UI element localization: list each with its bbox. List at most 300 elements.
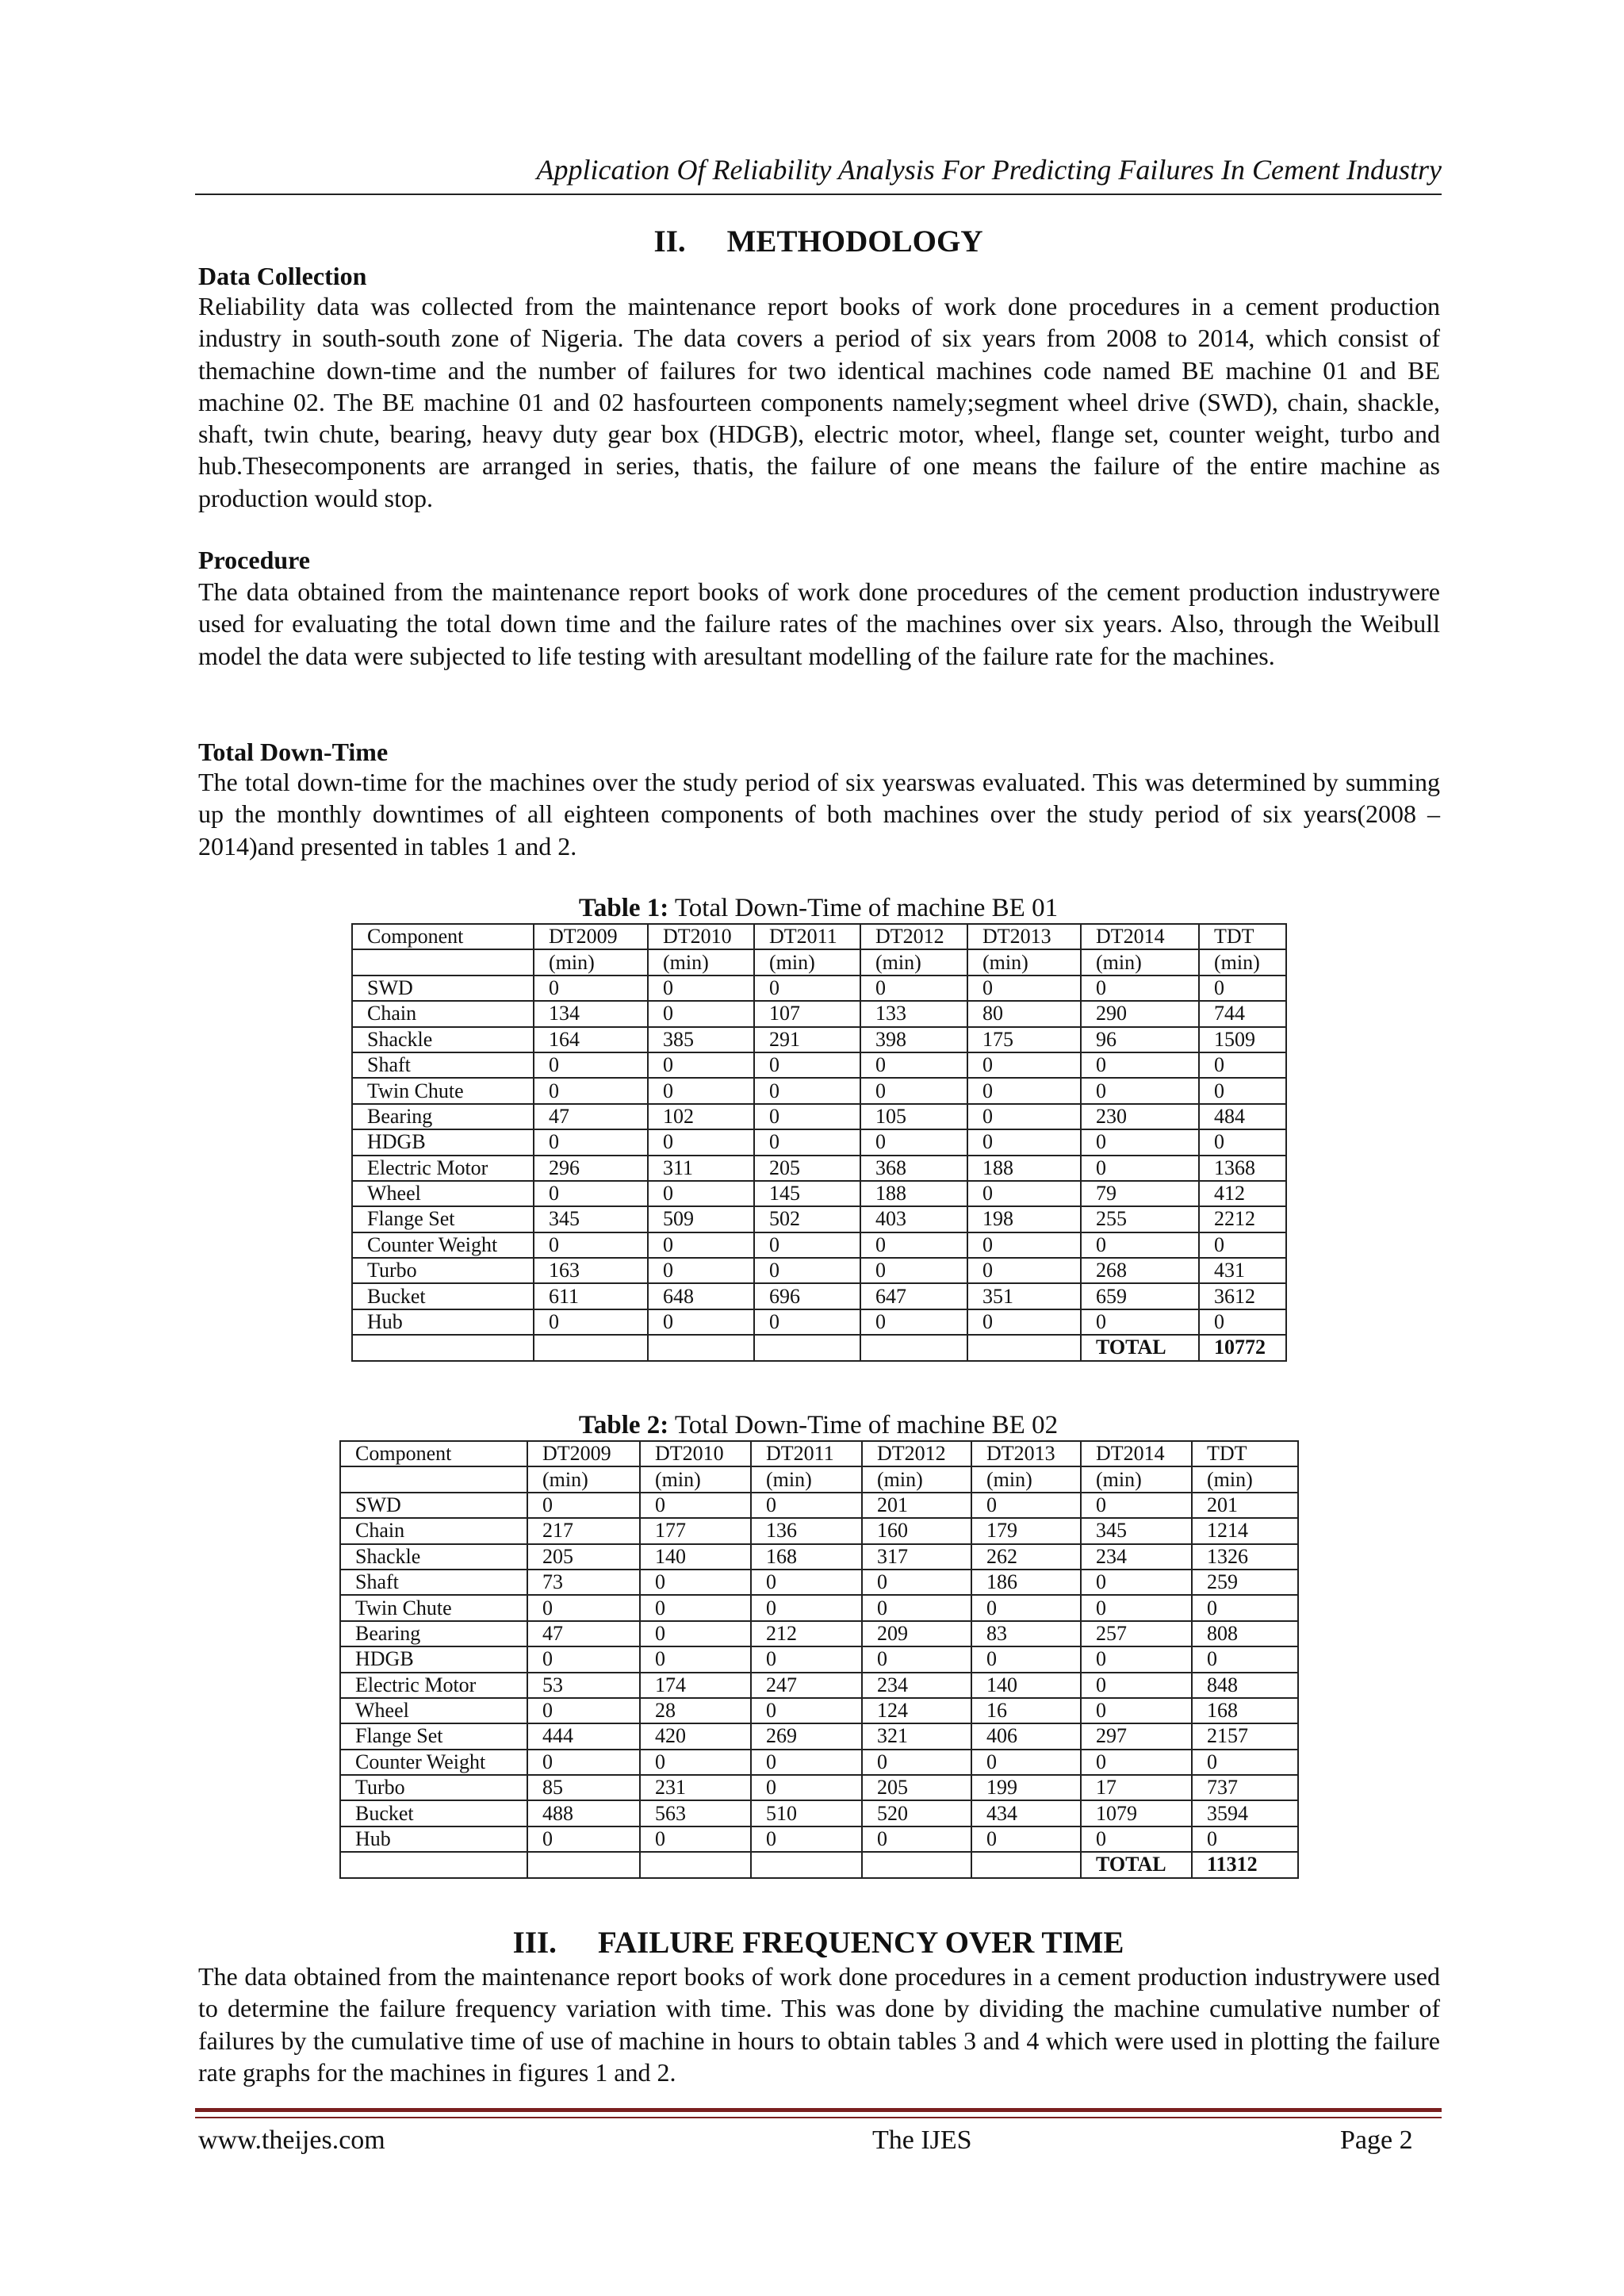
table-cell: 0	[967, 1104, 1081, 1129]
table-cell: 0	[1081, 1826, 1192, 1852]
table-cell: 0	[860, 1232, 967, 1258]
table-cell: 0	[1081, 1052, 1199, 1078]
table-cell: 0	[862, 1750, 971, 1775]
table-cell: Wheel	[340, 1698, 527, 1723]
table-cell: TOTAL	[1081, 1335, 1199, 1360]
table-cell: 0	[1192, 1646, 1298, 1672]
table-cell: 1214	[1192, 1518, 1298, 1543]
table-cell: 297	[1081, 1723, 1192, 1749]
table-cell: 255	[1081, 1206, 1199, 1232]
table-row	[352, 1283, 1286, 1309]
table-cell: 0	[754, 1232, 860, 1258]
table-cell: 0	[1081, 1570, 1192, 1595]
table-cell: 0	[648, 1181, 754, 1206]
table-row	[340, 1570, 1298, 1595]
section-number: III.	[512, 1926, 557, 1960]
table-cell: Bucket	[352, 1283, 534, 1309]
table-row	[340, 1750, 1298, 1775]
table-cell: 0	[967, 1309, 1081, 1335]
table-cell: Turbo	[352, 1258, 534, 1283]
table-cell: 0	[1081, 1673, 1192, 1698]
table-cell: (min)	[648, 949, 754, 975]
table-row	[352, 1181, 1286, 1206]
table-cell: 0	[971, 1750, 1081, 1775]
table-cell: Twin Chute	[352, 1078, 534, 1103]
table-cell: DT2010	[640, 1441, 751, 1466]
table-row	[340, 1673, 1298, 1698]
table-cell: 431	[1199, 1258, 1286, 1283]
table-cell: 0	[971, 1493, 1081, 1518]
table-cell: 0	[1199, 1078, 1286, 1103]
table-cell: 0	[754, 1078, 860, 1103]
table-cell: (min)	[971, 1466, 1081, 1492]
table-cell: SWD	[340, 1493, 527, 1518]
table-cell: DT2014	[1081, 924, 1199, 949]
table-cell: (min)	[751, 1466, 862, 1492]
table-cell: HDGB	[352, 1129, 534, 1155]
table-row	[340, 1826, 1298, 1852]
table-cell: 368	[860, 1156, 967, 1181]
table-cell: 0	[527, 1646, 640, 1672]
table-cell: 0	[754, 1104, 860, 1129]
table-cell: 0	[640, 1595, 751, 1620]
table-cell: (min)	[967, 949, 1081, 975]
table-cell: 199	[971, 1775, 1081, 1800]
table-cell: 1368	[1199, 1156, 1286, 1181]
table-cell: 0	[751, 1750, 862, 1775]
table-cell: 0	[1081, 1129, 1199, 1155]
table-cell: 2157	[1192, 1723, 1298, 1749]
table-cell: 0	[648, 976, 754, 1001]
table-row	[340, 1544, 1298, 1570]
table-cell: DT2012	[862, 1441, 971, 1466]
table-cell: 659	[1081, 1283, 1199, 1309]
table-cell: Counter Weight	[340, 1750, 527, 1775]
table-cell: (min)	[862, 1466, 971, 1492]
table-cell: (min)	[534, 949, 648, 975]
table-cell: 0	[640, 1646, 751, 1672]
table-cell: 188	[860, 1181, 967, 1206]
table-cell: 0	[1081, 1156, 1199, 1181]
table2-caption-text: Total Down-Time of machine BE 02	[668, 1411, 1059, 1439]
table-units-row	[340, 1466, 1298, 1492]
table-cell: Electric Motor	[340, 1673, 527, 1698]
paragraph-total-downtime: The total down-time for the machines over the study period of six yearswas evaluated. This was determined by summing up the monthly downtimes of all eighteen components of both machines over the study period of six years(2008 – 2014)and presented in tables 1 and 2.	[198, 768, 1440, 861]
table-cell: 105	[860, 1104, 967, 1129]
table-cell: 0	[967, 1078, 1081, 1103]
table-cell: 648	[648, 1283, 754, 1309]
table-cell: Component	[340, 1441, 527, 1466]
table-row	[352, 1309, 1286, 1335]
table-cell: 234	[1081, 1544, 1192, 1570]
table-cell: 0	[862, 1646, 971, 1672]
table-cell: 160	[862, 1518, 971, 1543]
table-cell: 205	[862, 1775, 971, 1800]
table-cell: 102	[648, 1104, 754, 1129]
table-cell: 0	[1081, 1646, 1192, 1672]
table-header-row	[340, 1441, 1298, 1466]
table-cell: 0	[1199, 1232, 1286, 1258]
table-cell: Flange Set	[352, 1206, 534, 1232]
table-cell: 403	[860, 1206, 967, 1232]
footer-website: www.theijes.com	[198, 2125, 385, 2155]
table-cell: 0	[534, 1129, 648, 1155]
table-cell: 198	[967, 1206, 1081, 1232]
table-cell	[527, 1852, 640, 1877]
paragraph-procedure: The data obtained from the maintenance report books of work done procedures of the cement production industrywere used for evaluating the total down time and the failure rates of the machines over six years. Also, through the Weibull model the data were subjected to life testing with aresultant modelling of the failure rate for the machines.	[198, 577, 1440, 670]
table-row	[352, 1129, 1286, 1155]
subheading-procedure: Procedure	[198, 546, 310, 574]
table-cell: 28	[640, 1698, 751, 1723]
table-cell: 212	[751, 1621, 862, 1646]
table-row	[352, 1258, 1286, 1283]
table-cell: 0	[1199, 1129, 1286, 1155]
table-cell: TDT	[1192, 1441, 1298, 1466]
table-cell: 47	[534, 1104, 648, 1129]
table1-caption-text: Total Down-Time of machine BE 01	[668, 894, 1059, 922]
table-cell: 107	[754, 1001, 860, 1026]
table-row	[340, 1493, 1298, 1518]
table-cell: 0	[648, 1129, 754, 1155]
table-cell: 0	[862, 1826, 971, 1852]
footer-journal: The IJES	[872, 2125, 972, 2155]
table-cell: 140	[640, 1544, 751, 1570]
table-cell: 0	[1199, 1052, 1286, 1078]
table-cell: 201	[862, 1493, 971, 1518]
table-cell: 0	[754, 1129, 860, 1155]
table-cell: 1079	[1081, 1800, 1192, 1826]
table-cell: 174	[640, 1673, 751, 1698]
table-cell: DT2013	[971, 1441, 1081, 1466]
table-cell: Chain	[352, 1001, 534, 1026]
table-cell: 744	[1199, 1001, 1286, 1026]
table-cell: 509	[648, 1206, 754, 1232]
table-cell: 205	[527, 1544, 640, 1570]
table-cell	[967, 1335, 1081, 1360]
paragraph-data-collection: Reliability data was collected from the maintenance report books of work done procedures in a cement production industry in south-south zone of Nigeria. The data covers a period of six years from 2008 to 2014, which consist of themachine down-time and the number of failures for two identical machines code named BE machine 01 and BE machine 02. The BE machine 01 and 02 hasfourteen components namely;segment wheel drive (SWD), chain, shackle, shaft, twin chute, bearing, heavy duty gear box (HDGB), electric motor, wheel, flange set, counter weight, turbo and hub.Thesecomponents are arranged in series, thatis, the failure of one means the failure of the entire machine as production would stop.	[198, 292, 1440, 512]
table-cell: 96	[1081, 1027, 1199, 1052]
table-cell: 398	[860, 1027, 967, 1052]
table-cell: 0	[971, 1646, 1081, 1672]
table-cell: 0	[1081, 976, 1199, 1001]
table-cell: 0	[648, 1232, 754, 1258]
table-cell: Counter Weight	[352, 1232, 534, 1258]
section-title-methodology	[195, 224, 1442, 260]
table-cell: 134	[534, 1001, 648, 1026]
table-cell: 0	[862, 1595, 971, 1620]
table-cell: 345	[534, 1206, 648, 1232]
table-cell: 0	[751, 1595, 862, 1620]
table-cell: 16	[971, 1698, 1081, 1723]
table-cell: Component	[352, 924, 534, 949]
table-cell: 145	[754, 1181, 860, 1206]
table-cell: 345	[1081, 1518, 1192, 1543]
table-cell: 317	[862, 1544, 971, 1570]
table-cell: 488	[527, 1800, 640, 1826]
table-cell: (min)	[1199, 949, 1286, 975]
header-rule	[195, 194, 1442, 195]
table-cell: 563	[640, 1800, 751, 1826]
table-cell: 268	[1081, 1258, 1199, 1283]
table-cell	[352, 1335, 534, 1360]
footer-rule-thick	[195, 2108, 1442, 2112]
table-row	[340, 1800, 1298, 1826]
table-cell: 434	[971, 1800, 1081, 1826]
subheading-data-collection: Data Collection	[198, 262, 367, 290]
table-cell: 209	[862, 1621, 971, 1646]
table-cell: 0	[967, 1052, 1081, 1078]
table-cell: 3612	[1199, 1283, 1286, 1309]
table-cell: 0	[1081, 1698, 1192, 1723]
table-cell: 0	[751, 1570, 862, 1595]
table-cell: Turbo	[340, 1775, 527, 1800]
table-cell: 17	[1081, 1775, 1192, 1800]
table-cell: DT2011	[751, 1441, 862, 1466]
table-cell: 179	[971, 1518, 1081, 1543]
table-cell: 0	[751, 1493, 862, 1518]
table-cell	[648, 1335, 754, 1360]
table-header-row	[352, 924, 1286, 949]
table-total-row	[340, 1852, 1298, 1877]
table-cell: 484	[1199, 1104, 1286, 1129]
table-cell: 0	[640, 1826, 751, 1852]
table-cell: 502	[754, 1206, 860, 1232]
table-cell: 296	[534, 1156, 648, 1181]
table-cell: 321	[862, 1723, 971, 1749]
table-cell	[340, 1852, 527, 1877]
table-cell: 0	[1199, 1309, 1286, 1335]
table-cell: 0	[1199, 976, 1286, 1001]
table-cell: 2212	[1199, 1206, 1286, 1232]
table-cell: 177	[640, 1518, 751, 1543]
table-cell: 0	[1192, 1826, 1298, 1852]
table-cell: 444	[527, 1723, 640, 1749]
table-cell: 520	[862, 1800, 971, 1826]
table-cell: (min)	[754, 949, 860, 975]
table-row	[340, 1775, 1298, 1800]
table-cell: (min)	[527, 1466, 640, 1492]
table-cell: 85	[527, 1775, 640, 1800]
table-cell: 412	[1199, 1181, 1286, 1206]
table-cell: DT2013	[967, 924, 1081, 949]
table-cell: 510	[751, 1800, 862, 1826]
table-cell: 0	[751, 1698, 862, 1723]
table-cell: 133	[860, 1001, 967, 1026]
section-heading: METHODOLOGY	[726, 224, 983, 259]
table-cell: (min)	[1081, 949, 1199, 975]
table-cell: 0	[860, 1258, 967, 1283]
table-cell: 79	[1081, 1181, 1199, 1206]
table-cell: 0	[1081, 1232, 1199, 1258]
table-row	[340, 1518, 1298, 1543]
table-cell: 0	[751, 1775, 862, 1800]
table-cell: 168	[1192, 1698, 1298, 1723]
table-cell: 351	[967, 1283, 1081, 1309]
table-cell: DT2014	[1081, 1441, 1192, 1466]
table-cell: 0	[1192, 1595, 1298, 1620]
table-cell: 73	[527, 1570, 640, 1595]
table-cell: 0	[534, 1052, 648, 1078]
table-cell: 0	[967, 1181, 1081, 1206]
table-cell: 0	[527, 1826, 640, 1852]
table-cell: Hub	[352, 1309, 534, 1335]
table-cell: (min)	[1192, 1466, 1298, 1492]
table-cell: 611	[534, 1283, 648, 1309]
table-cell: 0	[527, 1698, 640, 1723]
table-cell: 0	[971, 1826, 1081, 1852]
table-cell	[340, 1466, 527, 1492]
table-cell: 0	[751, 1646, 862, 1672]
table-cell: 647	[860, 1283, 967, 1309]
table-cell: Shackle	[340, 1544, 527, 1570]
table-cell: 0	[640, 1570, 751, 1595]
table-cell: 188	[967, 1156, 1081, 1181]
table-cell: 0	[1081, 1493, 1192, 1518]
table-cell: 291	[754, 1027, 860, 1052]
table-row	[340, 1698, 1298, 1723]
table-cell: 0	[754, 976, 860, 1001]
table-cell: 0	[754, 1052, 860, 1078]
table-cell: 80	[967, 1001, 1081, 1026]
table-cell: Hub	[340, 1826, 527, 1852]
table-cell: 0	[648, 1001, 754, 1026]
table-cell: 808	[1192, 1621, 1298, 1646]
table-cell: 10772	[1199, 1335, 1286, 1360]
table-1-be01	[351, 923, 1287, 1362]
footer-page-number: Page 2	[1340, 2125, 1413, 2155]
table-cell: SWD	[352, 976, 534, 1001]
table-cell: 83	[971, 1621, 1081, 1646]
table-row	[352, 1052, 1286, 1078]
table-cell: 0	[527, 1595, 640, 1620]
table-cell: DT2009	[534, 924, 648, 949]
table-cell: 259	[1192, 1570, 1298, 1595]
table-cell	[860, 1335, 967, 1360]
table-cell: 230	[1081, 1104, 1199, 1129]
table-cell: 0	[754, 1309, 860, 1335]
table-cell: 0	[640, 1750, 751, 1775]
table-cell: 0	[534, 1232, 648, 1258]
table-total-row	[352, 1335, 1286, 1360]
table-cell: 0	[527, 1493, 640, 1518]
table-cell: 848	[1192, 1673, 1298, 1698]
table-cell: 217	[527, 1518, 640, 1543]
table-cell: 0	[534, 1181, 648, 1206]
table-cell: TOTAL	[1081, 1852, 1192, 1877]
table-row	[352, 1206, 1286, 1232]
table-cell: Bearing	[352, 1104, 534, 1129]
table-cell: 0	[1081, 1309, 1199, 1335]
table-row	[352, 976, 1286, 1001]
table-cell: 11312	[1192, 1852, 1298, 1877]
table-cell: 168	[751, 1544, 862, 1570]
table-cell: (min)	[1081, 1466, 1192, 1492]
table-row	[352, 1027, 1286, 1052]
table-cell: 0	[967, 1258, 1081, 1283]
section-title-failure-frequency	[195, 1925, 1442, 1961]
table-row	[352, 1104, 1286, 1129]
table-cell: 186	[971, 1570, 1081, 1595]
table-cell: 47	[527, 1621, 640, 1646]
table-cell: 3594	[1192, 1800, 1298, 1826]
table-cell: Flange Set	[340, 1723, 527, 1749]
section-number: II.	[653, 224, 686, 259]
table-cell: 201	[1192, 1493, 1298, 1518]
table-cell: 0	[860, 1309, 967, 1335]
table-cell: 0	[967, 1129, 1081, 1155]
table-cell: 0	[534, 976, 648, 1001]
table-cell: (min)	[640, 1466, 751, 1492]
table-cell: 163	[534, 1258, 648, 1283]
table-cell: DT2012	[860, 924, 967, 949]
table-cell	[862, 1852, 971, 1877]
table-cell: DT2009	[527, 1441, 640, 1466]
table-cell: 0	[648, 1258, 754, 1283]
table-cell: 0	[640, 1493, 751, 1518]
table-cell	[640, 1852, 751, 1877]
table-cell: 0	[1081, 1595, 1192, 1620]
table-cell: 0	[860, 1078, 967, 1103]
table-cell: 1509	[1199, 1027, 1286, 1052]
table-cell: Bearing	[340, 1621, 527, 1646]
table-cell: 0	[860, 1052, 967, 1078]
table-row	[352, 1078, 1286, 1103]
table-cell: Electric Motor	[352, 1156, 534, 1181]
table-cell: Shaft	[340, 1570, 527, 1595]
table-row	[352, 1001, 1286, 1026]
table-cell: 247	[751, 1673, 862, 1698]
table-cell: 234	[862, 1673, 971, 1698]
table-cell: 0	[1081, 1078, 1199, 1103]
table-cell: 175	[967, 1027, 1081, 1052]
table-cell: Wheel	[352, 1181, 534, 1206]
table-cell: Twin Chute	[340, 1595, 527, 1620]
table-cell: Bucket	[340, 1800, 527, 1826]
table-cell: 406	[971, 1723, 1081, 1749]
section-heading: FAILURE FREQUENCY OVER TIME	[597, 1926, 1124, 1960]
table-cell: 0	[534, 1078, 648, 1103]
table1-caption	[195, 893, 1442, 923]
table1-caption-label: Table 1:	[578, 894, 669, 922]
table-cell: TDT	[1199, 924, 1286, 949]
table-cell: 0	[967, 976, 1081, 1001]
table-cell: DT2010	[648, 924, 754, 949]
table-cell: 0	[754, 1258, 860, 1283]
table-cell: 53	[527, 1673, 640, 1698]
subheading-total-downtime: Total Down-Time	[198, 738, 389, 766]
table-row	[352, 1156, 1286, 1181]
table-cell: 0	[860, 1129, 967, 1155]
table-cell	[534, 1335, 648, 1360]
table-cell: 269	[751, 1723, 862, 1749]
table-cell: HDGB	[340, 1646, 527, 1672]
table-cell: 0	[527, 1750, 640, 1775]
table-cell: 0	[862, 1570, 971, 1595]
table-cell: Shackle	[352, 1027, 534, 1052]
running-title: Application Of Reliability Analysis For Predicting Failures In Cement Industry	[536, 154, 1442, 186]
table-cell: 0	[967, 1232, 1081, 1258]
table-cell: 0	[648, 1078, 754, 1103]
table-cell: 164	[534, 1027, 648, 1052]
table-cell: 1326	[1192, 1544, 1298, 1570]
table-cell: 290	[1081, 1001, 1199, 1026]
table-cell: DT2011	[754, 924, 860, 949]
table-cell: 0	[860, 976, 967, 1001]
table-cell: 0	[648, 1052, 754, 1078]
table-cell	[754, 1335, 860, 1360]
table-cell: (min)	[860, 949, 967, 975]
table-cell: 0	[648, 1309, 754, 1335]
